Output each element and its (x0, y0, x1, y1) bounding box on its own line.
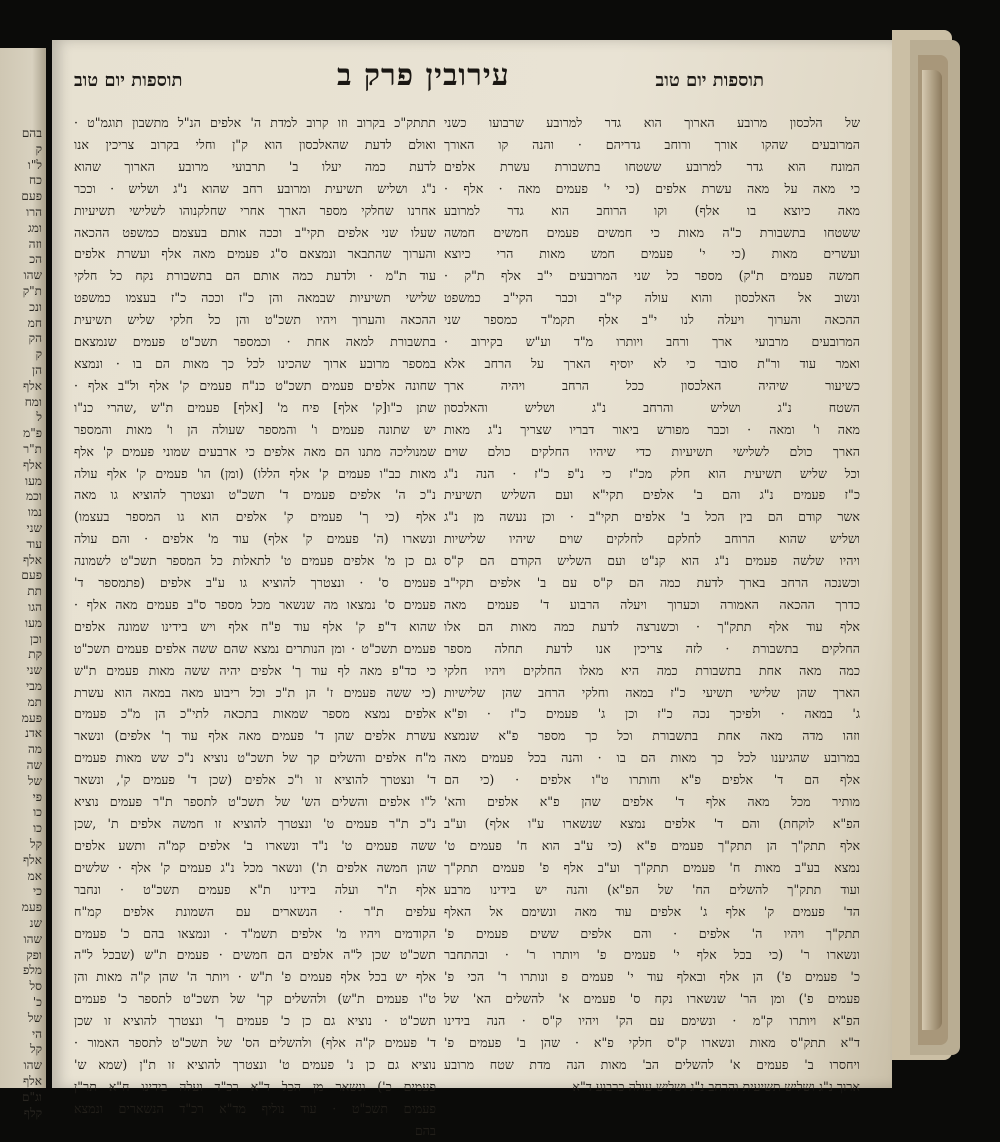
text-line: הד' פעמים ק' אלף ג' אלפים עוד מאה ונשימם אל האלף (444, 903, 860, 919)
text-line: ששה פעמים ט' נ"ד ונשארו ב' אלפים קמ"ה ותשע אלפים (74, 837, 436, 853)
facing-page-fragment: הי (31, 1026, 42, 1041)
text-line: ט"ו פעמים ת"ש) ולהשלים קך' של תשכ"ט לתספר כ' פעמים (74, 991, 436, 1007)
text-line: ונשוב אל האלכסון והוא עולה קי"ב וכבר הקי"ב כמשפט (444, 290, 860, 306)
text-line: פעמים ס' · ונצטרך להוציא גו ע"ב אלפים (פתמספר ד' (74, 575, 436, 591)
text-line: כ"ז פעמים נ"ג והם ב' אלפים תקי"א ועם השליש תשיעית (444, 487, 860, 503)
facing-page-fragment: חמ (27, 315, 42, 330)
facing-page-fragment: שהו (23, 1058, 42, 1073)
text-line: ארוך נ"ג ושליש תשיעית והרחב נ"ג ושליש עולה כרבוע ד"א (572, 1078, 860, 1094)
facing-page-fragment: שני (26, 521, 42, 535)
text-line: תתק"ך ויהיו ה' אלפים · והם אלפים ששים פעמים פ' (444, 925, 860, 941)
text-line: מאה כיוצא בו אלף) וקו הרוחב הוא גדר למרובע (444, 202, 860, 218)
text-line: נוציא גם כן נ' פעמים ט' ונצטרך להוציא זו ת"ן (שמא ש' (74, 1056, 436, 1072)
text-line: אלף עוד אלף תתק"ך · וכשנרצה לדעת כמה מאות הם אלו (444, 618, 860, 634)
facing-page-fragment: מעו (25, 615, 42, 630)
facing-page-fragment: פעם (21, 568, 42, 583)
text-line: המונח הוא גדר למרובע ששטחו בתשבורת עשרת אלפים (444, 158, 860, 174)
facing-page-fragment: קל (29, 837, 42, 851)
facing-page-fragment: כו (33, 821, 42, 836)
facing-page-fragment: כו (33, 805, 42, 820)
running-head-center: עירובין פרק ב (337, 58, 510, 93)
text-line: תשכ"ט שכן ל"ה אלפים הם חמשים · פעמים ת"ש (שבכל ל"ה (74, 947, 436, 963)
facing-page-fragment: כי (32, 884, 42, 899)
facing-page-fragment: פעם (21, 189, 42, 204)
text-line: גם כן מ' אלפים פעמים ט' לתאלות כל המספר תשכ"ט לשמונה (74, 553, 436, 569)
facing-page-fragment: ת"ר (23, 442, 42, 456)
text-line: חמשה פעמים ת"ק) מספר כל שני המרובעים י"ב אלף ת"ק · (444, 268, 860, 284)
text-line: פעמים תשכ"ט · ומן הנותרים נמצא שהם ששה אלפים פעמים תשכ"ט (74, 640, 436, 656)
text-line: המרובעים שהקו אורך ורוחב גדריהם · והנה קו האורך (444, 136, 860, 152)
facing-page-fragment: אמ (27, 868, 42, 883)
facing-page-fragment: בהם (21, 126, 42, 140)
facing-page-fragment: תת (27, 584, 42, 599)
facing-page-fragment: תמ (27, 694, 42, 709)
text-line: עלפים ת"ר · הנשארים עם השמונת אלפים קמ"ח (74, 903, 436, 919)
text-line: מאה ו' ומאה · וכבר מפורש ביאור דבריו שצריך נ"ג מאות (444, 421, 860, 437)
page-header (52, 58, 892, 102)
facing-page-fragment: ומח (24, 394, 42, 409)
facing-page-fragment: של (27, 1010, 42, 1025)
facing-page-fragment: ל (36, 410, 42, 425)
text-line: השטח נ"ג ושליש והרחב נ"ג ושליש והאלכסון (444, 399, 860, 415)
text-line: אחרנו שחלקי מספר הארך אחרי שחלקנוהו לשלישי תשיעיות (74, 202, 436, 218)
facing-page-fragment: וג"ם (21, 1089, 42, 1104)
facing-page-fragment: ופק (26, 947, 42, 962)
facing-page-fragment: מלפ (22, 963, 42, 978)
text-line: וזהו מדה מאה אחת בתשבורת וכל כך מספר פ"א שנמצא (444, 728, 860, 744)
text-line: ועוד תתק"ך להשלים הח' של הפ"א) והנה יש בידינו מרבע (444, 881, 860, 897)
text-line: שהן חמשה אלפים ת') ונשאר מכל נ"ג פעמים ק' אלף · שלשים (74, 859, 436, 875)
text-line: שלישי תשיעיות שבמאה והן כ"ז וככה כ"ז בעצמו כמשפט (74, 290, 436, 306)
facing-page-fragment: שהו (23, 931, 42, 946)
text-line: כדרך ההכאה האמורה וכערוך ויעלה הרבוע ד' פעמים מאה (444, 596, 860, 612)
text-line: בתשבורת למאה אחת · וכמספר תשכ"ט פעמים שנמצאם (74, 334, 436, 350)
facing-page-fragment: ק (35, 141, 42, 156)
text-line: נ"כ ת"ר פעמים ט' ונצטרך להוציא זו חמשה אלפים ת' ,שכן (74, 816, 436, 831)
text-line: ואולם לדעת שהאלכסון הוא ק"ן וחלי בקרוב צריכין אנו (74, 136, 436, 152)
text-line: יש שתונה פעמים ו' והמספר שעולה הן ו' מאות והמספר (74, 421, 436, 437)
text-line: במספר מרובע ארוך שהכינו לכל כך מאות הם בו · ונמצא (74, 355, 436, 371)
text-line: כמה מאה אחת בתשבורת כמה היא מאלו החלקים ויהיו חלקי (444, 662, 860, 678)
text-line: מאות כב"ו פעמים ק' אלף הללו) (ומן) הו' פעמים ק' אלף עולה (74, 465, 436, 481)
facing-page-fragment: קלף (23, 1105, 42, 1120)
text-line: וכשנכה הרחב בארך לדעת כמה הם ק"ס עם ב' אלפים תקי"ב (444, 575, 860, 591)
text-line: וכל שליש תשיעית הוא חלק מכ"ז כי נ"פ כ"ז · הנה נ"ג (444, 465, 860, 481)
text-line: כ' פעמים פ') הן אלף ובאלף עוד י' פעמים פ ונותרו ר' הכי פ' (444, 969, 860, 985)
text-line: אלף ת"ר ועלה בידינו ת"א פעמים תשכ"ט · ונחבר (74, 881, 436, 897)
facing-page-fragment: אלף (22, 378, 42, 393)
facing-page-fragment: אלף (22, 552, 42, 567)
text-line: ששטחו בתשבורת כ"ה מאות כי חמשים פעמים חמשים חמשה (444, 224, 860, 240)
text-line: בהם (414, 1122, 436, 1138)
facing-page-fragment: ומג (27, 220, 42, 235)
facing-page-fragment: פי (32, 789, 42, 804)
text-line: לדעת כמה יעלו ב' תרבועי מרובע הארוך שהוא (74, 158, 436, 174)
text-line: פעמים כ') ונשאר מן הכל ד"א רכ"ד ועלה בידינו ח"א תר"ן (74, 1078, 436, 1094)
page-edges (922, 70, 942, 1030)
facing-page-fragment: הגו (28, 600, 42, 614)
text-line: כשיעור שיהיה האלכסון ככל הרחב ויהיה ארך (444, 377, 860, 393)
text-line: ונשארו ר' (כי בכל אלף י' פעמים פ' ויותרו ר' · ובהתחבר (444, 947, 860, 963)
text-line: נ"ג ושליש תשיעית ומרובע רחב שהוא נ"ג ושליש · וככר (74, 180, 436, 196)
text-line: כי כד"פ מאה לף עוד ך' אלפים יהיה ששה מאות פעמים ת"ש (74, 662, 436, 678)
text-line: ד' פעמים ק"ה אלף) ולהשלים הס' של תשכ"ט לתספר האמור · (74, 1035, 436, 1051)
facing-page-fragment: וכן (30, 631, 42, 646)
text-line: כי מאה על מאה עשרת אלפים (כי י' פעמים מאה · אלף · (444, 180, 860, 196)
facing-page-fragment: נמו (27, 505, 42, 520)
facing-page-fragment: הכ (29, 252, 42, 267)
facing-page-fragment: שני (26, 663, 42, 678)
text-line: נ"כ ה' אלפים פעמים ד' תשכ"ט ונצטרך להוציא גו מאה (74, 487, 436, 503)
text-line: שתן כ"ו[ק' אלף] פיח מ' [אלף] פעמים ת"ש ,שהרי כנ"ו (74, 399, 436, 415)
facing-page-fragment: ונכ (29, 299, 42, 314)
text-line: פעמים ס' נמצאו מה שנשאר מכל מספר ס"ב פעמים מאה אלף · (74, 596, 436, 612)
facing-page-fragment: עוד (26, 536, 42, 551)
facing-page-fragment: פעמ (21, 710, 42, 725)
text-line: אלף יש בכל אלף פעמים פ' ת"ש · ויותר ה' שהן ק"ה מאות והן (74, 969, 436, 985)
text-line: שעלו שני אלפים תקי"ב וככה אותם בעצמם כמשפט ההכאה (74, 224, 436, 240)
facing-page-fragment: שה (26, 758, 42, 772)
text-line: המרובעים מרבועי ארך ורחב ויותרו מ"ד וע"ש בקירוב · (444, 334, 860, 350)
text-line: ואמר עוד ור"ת סובר כי לא יוסיף הארך על הרחב אלא (444, 355, 860, 371)
facing-page-fragment: פ"מ (23, 426, 42, 441)
facing-page-fragment: שהו (23, 268, 42, 283)
facing-page-fragment: ל"ו (27, 157, 42, 172)
text-line: (כי ששה פעמים ז' הן ת"כ וכל ריבוע מאה במאה הוא עשרת (74, 684, 436, 700)
text-line: הפ"א ויותרו ק"מ · ונשימם עם הק' ויהיו ק"ס · הנה בידינו (444, 1013, 860, 1029)
text-line: עשרת אלפים שהן ד' פעמים מאה אלף עוד ך' אלפים) ונשאר (74, 728, 436, 744)
facing-page-fragment: של (27, 773, 42, 788)
facing-page-fragment: וזה (28, 236, 42, 251)
running-head-left: תוספות יום טוב (74, 70, 183, 91)
facing-page-fragment: שנ (29, 916, 42, 930)
facing-page-fragment: הן (32, 363, 42, 377)
facing-page-fragment: אדנ (25, 726, 42, 741)
text-line: מ"ח אלפים והשלים קך של תשכ"ט נוציא נ"כ שש מאות פעמים (74, 750, 436, 766)
facing-page-fragment: קל (29, 1042, 42, 1057)
facing-page-fragment: הק (28, 331, 42, 346)
text-line: של הלכסון מרובע הארוך הוא גדר למרובע שרבועו כשני (444, 115, 860, 130)
facing-page-fragment: פעמ (21, 900, 42, 915)
text-line: אשר קודם הם בין הכל ב' אלפים תקי"ב · וכן נעשה מן נ"ג (444, 509, 860, 525)
facing-page-strip (0, 48, 46, 1120)
facing-page-fragment: וכמ (25, 489, 42, 504)
text-line: שחונה אלפים פעמים תשכ"ט כנ"ח פעמים ק' אלף ול"ב אלף · (74, 377, 436, 393)
facing-page-fragment: אלף (22, 1074, 42, 1088)
facing-page-fragment: מה (27, 742, 42, 757)
text-line: נמצא בע"ב מאות ח' פעמים תתק"ך וע"ב אלף פ' פעמים תתק"ך (444, 859, 860, 875)
facing-page-fragment: כ' (32, 995, 42, 1009)
text-line: תשכ"ט · נוציא גם כן כ' פעמים ך' ונצטרך להוציא זו שכן (74, 1013, 436, 1029)
text-line: ועשרים מאות (כי י' פעמים חמש מאות הרי כיוצא (444, 246, 860, 262)
text-column-right (444, 112, 860, 1094)
text-line: החלקים בתשבורת · לזה צריכין אנו לדעת תחלה מספר (444, 640, 860, 656)
facing-page-fragment: מעו (25, 473, 42, 488)
facing-page-fragment: סל (29, 979, 42, 994)
book-page (52, 40, 892, 1138)
text-line: שמנוליכה מתנו הם מאה אלפים כי ארבעים שמוני פעמים ק' אלף (74, 443, 436, 459)
text-line: ההכאה והערוך ויהיו תשכ"ט והן כל חלקי שליש תשיעית (74, 312, 436, 328)
text-line: אלף (כי ך' פעמים ק' אלפים הוא גו המספר בעצמו) (74, 509, 436, 525)
text-line: ד' ונצטרך להוציא זו ו"כ אלפים (שכן ד' פעמים ק', ונשאר (74, 772, 436, 788)
text-line: הפ"א לוקחת) והם ד' אלפים נמצא שנשארו ע"ו אלף) וע"ב (444, 816, 860, 831)
text-line: ויהיו שלשה פעמים נ"ג הוא קנ"ט ועם השליש הקודם הם ק"ס (444, 553, 860, 569)
text-line: ג' במאה · ולפיכך נכה כ"ז וכן ג' פעמים כ"ז · ופ"א (444, 706, 860, 722)
facing-page-fragment: כח (29, 173, 42, 188)
text-line: במרובע שהגיענו לכל כך מאות הם בו · והנה בכל פעמים מאה (444, 750, 860, 766)
text-line: ויחסרו ב' פעמים א' להשלים הב' מאות הנה מדת שטח מרובע (444, 1056, 860, 1072)
text-line: הארך כולם לשלישי תשיעיות כדי שיהיו החלקים כולם שוים (444, 443, 860, 459)
text-line: עוד ת"מ · ולדעת כמה אותם הם בתשבורת נקח כל חלקי (74, 268, 436, 284)
text-line: פעמים תשכ"ט · עוד נוליף מד"א רכ"ד הנשארים ונמצא (74, 1100, 436, 1116)
facing-page-fragment: אלף (22, 457, 42, 472)
text-line: שהוא ד"פ ק' אלף עוד פ"ח אלף ויש בידינו שמונה אלפים (74, 618, 436, 634)
text-line: פעמים פ') ומן הר' שנשארו נקח ס' פעמים א' להשלים הא' של (444, 991, 860, 1007)
text-line: מותיר מכל מאה אלף ד' אלפים שהן פ"א אלפים והא' (444, 794, 860, 810)
running-head-right: תוספות יום טוב (655, 70, 764, 91)
text-line: ושליש שהוא הרוחב לחלקם לחלקים שוים שיהיו שלישיות (444, 531, 860, 547)
text-line: הארך שהן שלישי תשיעי כ"ז במאה וחלקי הרחב שהן שלישיות (444, 684, 860, 700)
text-line: והערוך שהתבאר ונמצאם ס"ג פעמים מאה אלף ועשרת אלפים (74, 246, 436, 262)
text-column-left (74, 112, 436, 1138)
facing-page-fragment: קת (28, 647, 42, 662)
facing-page-fragment: מבי (25, 679, 42, 693)
text-line: תתתק"כ בקרוב וזו קרוב למדת ה' אלפים הנ"ל מתשבון תוגמ"ט · (74, 115, 436, 130)
text-line: אלף תתק"ך הן תתק"ך פעמים פ"א (כי ע"ב הוא ח' פעמים ט' (444, 837, 860, 853)
facing-page-fragment: אלף (22, 852, 42, 867)
text-line: ונשארו (ה' פעמים ק' אלף) עוד מ' אלפים · והם עולה (74, 531, 436, 547)
text-line: אלף הם ד' אלפים פ"א וחותרו ט"ו אלפים · (כי הם (444, 772, 860, 788)
text-line: הקודמים ויהיו מ' אלפים תשמ"ד · ונמצאו בהם כ' פעמים (74, 925, 436, 941)
facing-page-fragment: ק (35, 347, 42, 362)
facing-page-fragment: הרו (26, 205, 42, 219)
text-line: ההכאה והערוך ויעלה לנו י"ב אלף תקמ"ד כמספר שני (444, 312, 860, 328)
text-line: אלפים נמצא מספר שמאות בתכאה לתי"כ הן מ"כ פעמים (74, 706, 436, 722)
text-line: ל"ו אלפים והשלים הש' של תשכ"ט לתספר ת"ר פעמים נוציא (74, 794, 436, 810)
facing-page-fragment: ת"ק (22, 284, 42, 298)
text-line: ד"א תתק"ס מאות ונשארו ק"ס חלקי פ"א · שהן ב' פעמים פ' (444, 1035, 860, 1051)
